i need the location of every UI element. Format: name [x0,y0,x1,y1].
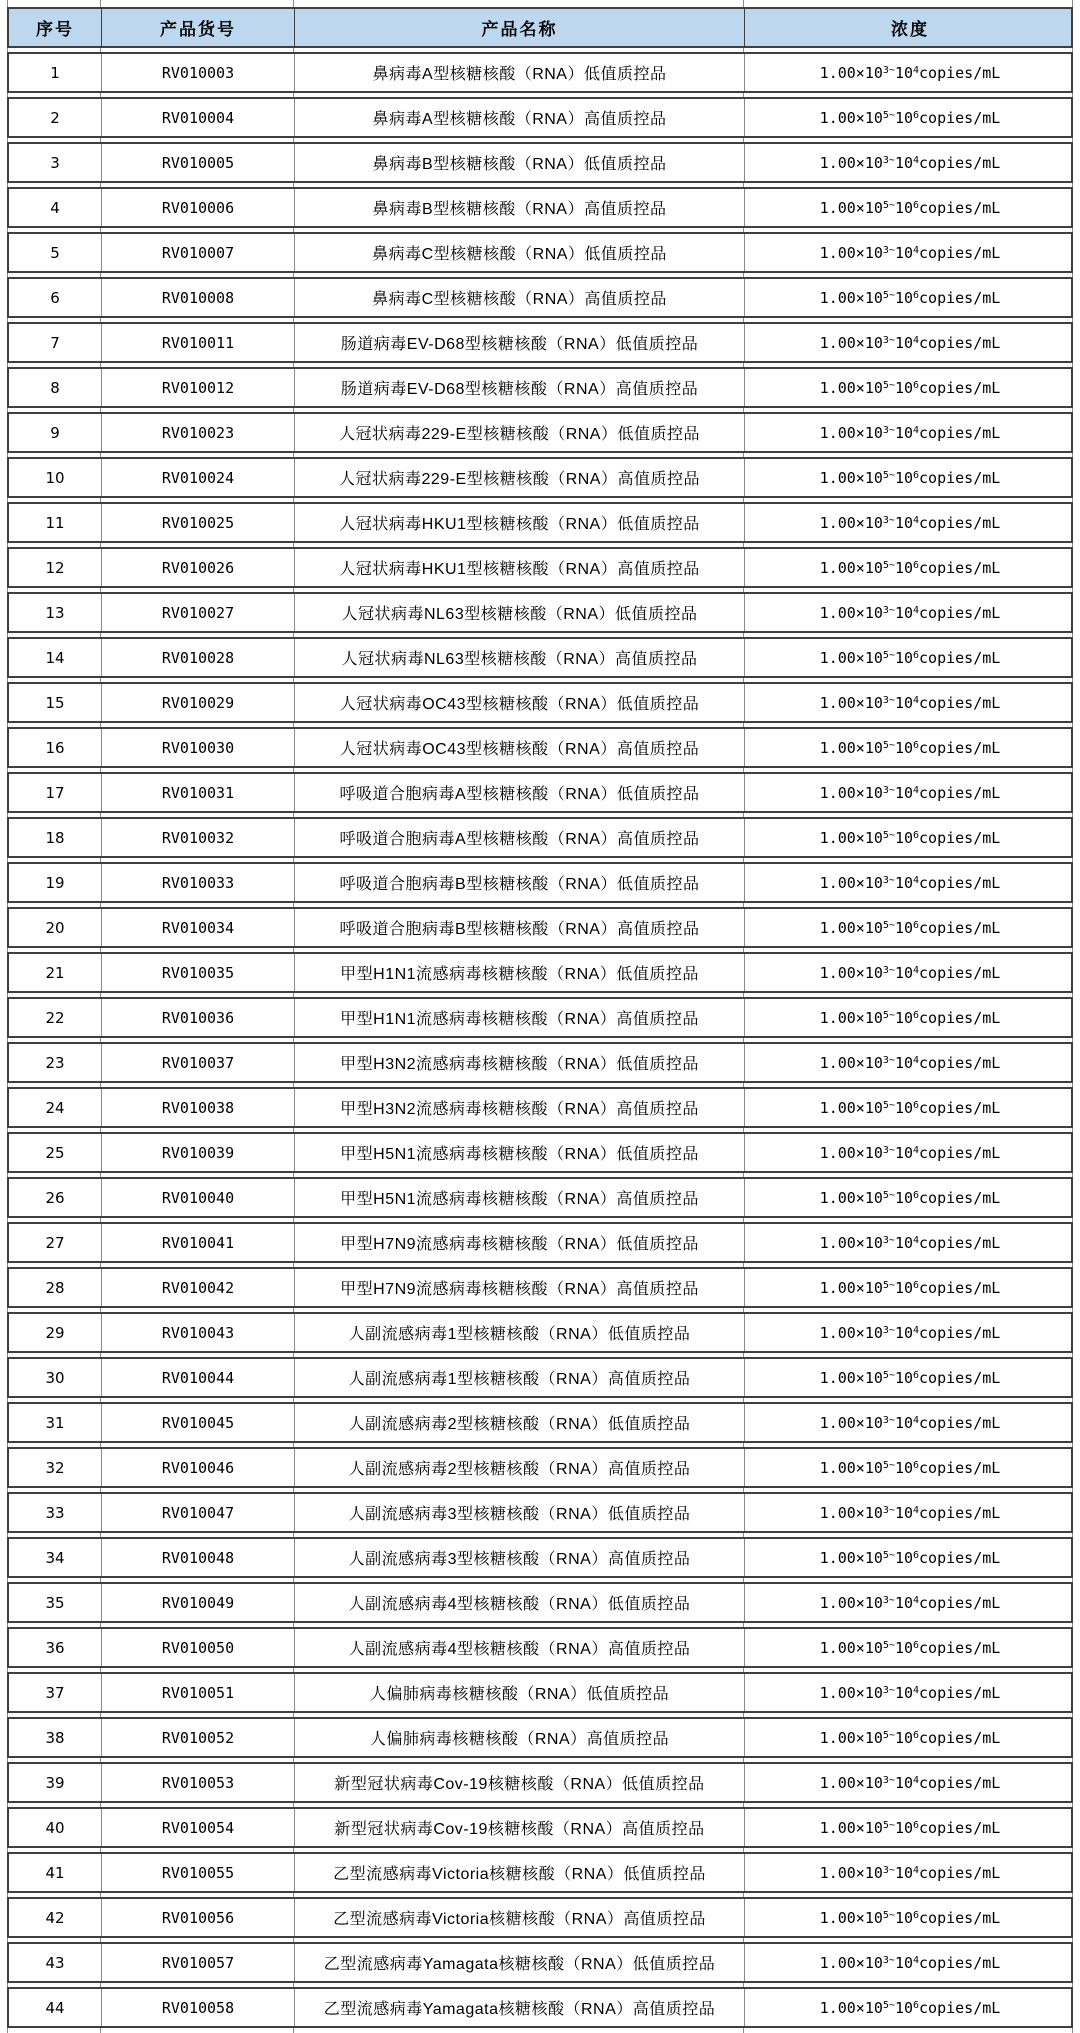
concentration-cell: 1.00×10 $^{3\sim}$ 10 $^4$ copies/mL [819,1413,1001,1432]
table-row [7,232,1073,273]
name-cell: 甲型H3N2流感病毒核糖核酸（RNA）低值质控品 [295,1044,745,1081]
concentration-cell: 1.00×10 $^{3\sim}$ 10 $^4$ copies/mL [819,513,1001,532]
sku-cell: RV010052 [102,1719,295,1756]
table-row [7,547,1073,588]
table-row [7,277,1073,318]
table-row [7,412,1073,453]
concentration-cell: 1.00×10 $^{5\sim}$ 10 $^6$ copies/mL [819,1458,1001,1477]
concentration-cell: 1.00×10 $^{5\sim}$ 10 $^6$ copies/mL [819,828,1001,847]
sku-cell: RV010023 [102,414,295,451]
serial-cell: 27 [9,1224,102,1261]
name-cell: 甲型H7N9流感病毒核糖核酸（RNA）高值质控品 [295,1269,745,1306]
concentration-cell: 1.00×10 $^{5\sim}$ 10 $^6$ copies/mL [819,1728,1001,1747]
name-cell: 甲型H5N1流感病毒核糖核酸（RNA）高值质控品 [295,1179,745,1216]
serial-cell: 14 [9,639,102,676]
sku-cell: RV010039 [102,1134,295,1171]
concentration-cell: 1.00×10 $^{5\sim}$ 10 $^6$ copies/mL [819,1188,1001,1207]
sku-cell: RV010041 [102,1224,295,1261]
concentration-cell: 1.00×10 $^{3\sim}$ 10 $^4$ copies/mL [819,63,1001,82]
sku-cell: RV010024 [102,459,295,496]
table-row [7,1627,1073,1668]
table-row [7,1132,1073,1173]
sku-cell: RV010032 [102,819,295,856]
concentration-cell: 1.00×10 $^{5\sim}$ 10 $^6$ copies/mL [819,108,1001,127]
name-cell: 乙型流感病毒Victoria核糖核酸（RNA）高值质控品 [295,1899,745,1936]
serial-cell: 40 [9,1809,102,1846]
serial-cell: 4 [9,189,102,226]
name-cell: 新型冠状病毒Cov-19核糖核酸（RNA）低值质控品 [295,1764,745,1801]
sku-cell: RV010038 [102,1089,295,1126]
serial-cell: 31 [9,1404,102,1441]
table-row [7,1987,1073,2028]
serial-cell: 7 [9,324,102,361]
serial-cell: 34 [9,1539,102,1576]
serial-cell: 44 [9,1989,102,2026]
table-row [7,682,1073,723]
name-cell: 鼻病毒B型核糖核酸（RNA）高值质控品 [295,189,745,226]
name-cell: 人冠状病毒229-E型核糖核酸（RNA）高值质控品 [295,459,745,496]
sku-cell: RV010012 [102,369,295,406]
serial-cell: 26 [9,1179,102,1216]
table-row [7,1897,1073,1938]
name-cell: 甲型H1N1流感病毒核糖核酸（RNA）低值质控品 [295,954,745,991]
table-row [7,952,1073,993]
name-cell: 肠道病毒EV-D68型核糖核酸（RNA）低值质控品 [295,324,745,361]
table-row [7,817,1073,858]
name-cell: 甲型H1N1流感病毒核糖核酸（RNA）高值质控品 [295,999,745,1036]
concentration-cell: 1.00×10 $^{5\sim}$ 10 $^6$ copies/mL [819,378,1001,397]
serial-cell: 23 [9,1044,102,1081]
sku-cell: RV010031 [102,774,295,811]
table-row [7,1222,1073,1263]
serial-cell: 19 [9,864,102,901]
name-cell: 甲型H5N1流感病毒核糖核酸（RNA）低值质控品 [295,1134,745,1171]
table-row [7,1582,1073,1623]
sku-cell: RV010037 [102,1044,295,1081]
serial-cell: 8 [9,369,102,406]
name-cell: 鼻病毒C型核糖核酸（RNA）高值质控品 [295,279,745,316]
table-row [7,1267,1073,1308]
concentration-cell: 1.00×10 $^{3\sim}$ 10 $^4$ copies/mL [819,693,1001,712]
table-row [7,1087,1073,1128]
concentration-cell: 1.00×10 $^{3\sim}$ 10 $^4$ copies/mL [819,153,1001,172]
table-row [7,997,1073,1038]
name-cell: 鼻病毒C型核糖核酸（RNA）低值质控品 [295,234,745,271]
table-row [7,1717,1073,1758]
serial-cell: 11 [9,504,102,541]
concentration-cell: 1.00×10 $^{5\sim}$ 10 $^6$ copies/mL [819,1098,1001,1117]
table-header-row [7,7,1073,48]
table-row [7,322,1073,363]
concentration-cell: 1.00×10 $^{3\sim}$ 10 $^4$ copies/mL [819,1233,1001,1252]
name-cell: 人偏肺病毒核糖核酸（RNA）高值质控品 [295,1719,745,1756]
concentration-cell: 1.00×10 $^{5\sim}$ 10 $^6$ copies/mL [819,558,1001,577]
table-row [7,1312,1073,1353]
header-sku: 产品货号 [102,9,295,46]
name-cell: 人副流感病毒3型核糖核酸（RNA）高值质控品 [295,1539,745,1576]
concentration-cell: 1.00×10 $^{5\sim}$ 10 $^6$ copies/mL [819,1278,1001,1297]
serial-cell: 25 [9,1134,102,1171]
sku-cell: RV010042 [102,1269,295,1306]
name-cell: 人冠状病毒229-E型核糖核酸（RNA）低值质控品 [295,414,745,451]
name-cell: 人副流感病毒4型核糖核酸（RNA）低值质控品 [295,1584,745,1621]
table-row [7,1177,1073,1218]
serial-cell: 5 [9,234,102,271]
serial-cell: 1 [9,54,102,91]
table-row [7,1852,1073,1893]
sku-cell: RV010034 [102,909,295,946]
serial-cell: 42 [9,1899,102,1936]
concentration-cell: 1.00×10 $^{3\sim}$ 10 $^4$ copies/mL [819,1863,1001,1882]
table-row [7,97,1073,138]
serial-cell: 32 [9,1449,102,1486]
sku-cell: RV010035 [102,954,295,991]
table-row [7,727,1073,768]
table-row [7,1942,1073,1983]
serial-cell: 20 [9,909,102,946]
serial-cell: 39 [9,1764,102,1801]
name-cell: 人冠状病毒OC43型核糖核酸（RNA）高值质控品 [295,729,745,766]
table-row [7,1492,1073,1533]
name-cell: 人副流感病毒1型核糖核酸（RNA）低值质控品 [295,1314,745,1351]
name-cell: 人冠状病毒HKU1型核糖核酸（RNA）低值质控品 [295,504,745,541]
sku-cell: RV010051 [102,1674,295,1711]
table-row [7,1042,1073,1083]
name-cell: 人副流感病毒2型核糖核酸（RNA）高值质控品 [295,1449,745,1486]
sku-cell: RV010030 [102,729,295,766]
serial-cell: 33 [9,1494,102,1531]
serial-cell: 37 [9,1674,102,1711]
sku-cell: RV010053 [102,1764,295,1801]
concentration-cell: 1.00×10 $^{3\sim}$ 10 $^4$ copies/mL [819,1953,1001,1972]
header-concentration: 浓度 [891,20,929,39]
table-row [7,907,1073,948]
name-cell: 人冠状病毒NL63型核糖核酸（RNA）高值质控品 [295,639,745,676]
concentration-cell: 1.00×10 $^{3\sim}$ 10 $^4$ copies/mL [819,873,1001,892]
sku-cell: RV010033 [102,864,295,901]
sku-cell: RV010007 [102,234,295,271]
table-row [7,367,1073,408]
serial-cell: 29 [9,1314,102,1351]
sku-cell: RV010006 [102,189,295,226]
concentration-cell: 1.00×10 $^{5\sim}$ 10 $^6$ copies/mL [819,738,1001,757]
concentration-cell: 1.00×10 $^{5\sim}$ 10 $^6$ copies/mL [819,1008,1001,1027]
serial-cell: 15 [9,684,102,721]
serial-cell: 41 [9,1854,102,1891]
sku-cell: RV010005 [102,144,295,181]
table-row [7,592,1073,633]
name-cell: 人副流感病毒4型核糖核酸（RNA）高值质控品 [295,1629,745,1666]
product-table [7,0,1073,2033]
table-row [7,1357,1073,1398]
concentration-cell: 1.00×10 $^{5\sim}$ 10 $^6$ copies/mL [819,468,1001,487]
table-row [7,862,1073,903]
sku-cell: RV010050 [102,1629,295,1666]
name-cell: 人副流感病毒2型核糖核酸（RNA）低值质控品 [295,1404,745,1441]
sku-cell: RV010054 [102,1809,295,1846]
sku-cell: RV010055 [102,1854,295,1891]
concentration-cell: 1.00×10 $^{3\sim}$ 10 $^4$ copies/mL [819,1143,1001,1162]
sku-cell: RV010011 [102,324,295,361]
table-row [7,502,1073,543]
name-cell: 人副流感病毒3型核糖核酸（RNA）低值质控品 [295,1494,745,1531]
sku-cell: RV010045 [102,1404,295,1441]
table-row [7,1762,1073,1803]
name-cell: 新型冠状病毒Cov-19核糖核酸（RNA）高值质控品 [295,1809,745,1846]
name-cell: 呼吸道合胞病毒A型核糖核酸（RNA）高值质控品 [295,819,745,856]
serial-cell: 17 [9,774,102,811]
concentration-cell: 1.00×10 $^{3\sim}$ 10 $^4$ copies/mL [819,963,1001,982]
concentration-cell: 1.00×10 $^{5\sim}$ 10 $^6$ copies/mL [819,1818,1001,1837]
name-cell: 人冠状病毒NL63型核糖核酸（RNA）低值质控品 [295,594,745,631]
concentration-cell: 1.00×10 $^{5\sim}$ 10 $^6$ copies/mL [819,918,1001,937]
table-row [7,142,1073,183]
sku-cell: RV010047 [102,1494,295,1531]
sku-cell: RV010025 [102,504,295,541]
name-cell: 呼吸道合胞病毒A型核糖核酸（RNA）低值质控品 [295,774,745,811]
name-cell: 鼻病毒B型核糖核酸（RNA）低值质控品 [295,144,745,181]
sku-cell: RV010008 [102,279,295,316]
table-row [7,1537,1073,1578]
concentration-cell: 1.00×10 $^{3\sim}$ 10 $^4$ copies/mL [819,1503,1001,1522]
concentration-cell: 1.00×10 $^{3\sim}$ 10 $^4$ copies/mL [819,1683,1001,1702]
sku-cell: RV010046 [102,1449,295,1486]
serial-cell: 12 [9,549,102,586]
concentration-cell: 1.00×10 $^{5\sim}$ 10 $^6$ copies/mL [819,288,1001,307]
concentration-cell: 1.00×10 $^{5\sim}$ 10 $^6$ copies/mL [819,1998,1001,2017]
serial-cell: 24 [9,1089,102,1126]
table-row [7,187,1073,228]
serial-cell: 3 [9,144,102,181]
concentration-cell: 1.00×10 $^{5\sim}$ 10 $^6$ copies/mL [819,1548,1001,1567]
concentration-cell: 1.00×10 $^{3\sim}$ 10 $^4$ copies/mL [819,1323,1001,1342]
table-row [7,637,1073,678]
concentration-cell: 1.00×10 $^{3\sim}$ 10 $^4$ copies/mL [819,333,1001,352]
concentration-cell: 1.00×10 $^{3\sim}$ 10 $^4$ copies/mL [819,1053,1001,1072]
sku-cell: RV010028 [102,639,295,676]
table-body [7,52,1073,2028]
table-row [7,1447,1073,1488]
sku-cell: RV010049 [102,1584,295,1621]
concentration-cell: 1.00×10 $^{5\sim}$ 10 $^6$ copies/mL [819,1638,1001,1657]
table-row [7,457,1073,498]
concentration-cell: 1.00×10 $^{3\sim}$ 10 $^4$ copies/mL [819,423,1001,442]
name-cell: 呼吸道合胞病毒B型核糖核酸（RNA）低值质控品 [295,864,745,901]
serial-cell: 30 [9,1359,102,1396]
header-product-name: 产品名称 [295,9,745,46]
header-serial: 序号 [9,9,102,46]
name-cell: 鼻病毒A型核糖核酸（RNA）高值质控品 [295,99,745,136]
name-cell: 人冠状病毒OC43型核糖核酸（RNA）低值质控品 [295,684,745,721]
table-row [7,1402,1073,1443]
serial-cell: 36 [9,1629,102,1666]
serial-cell: 6 [9,279,102,316]
serial-cell: 16 [9,729,102,766]
concentration-cell: 1.00×10 $^{3\sim}$ 10 $^4$ copies/mL [819,1773,1001,1792]
serial-cell: 10 [9,459,102,496]
name-cell: 乙型流感病毒Victoria核糖核酸（RNA）低值质控品 [295,1854,745,1891]
serial-cell: 2 [9,99,102,136]
name-cell: 呼吸道合胞病毒B型核糖核酸（RNA）高值质控品 [295,909,745,946]
serial-cell: 21 [9,954,102,991]
serial-cell: 9 [9,414,102,451]
concentration-cell: 1.00×10 $^{3\sim}$ 10 $^4$ copies/mL [819,603,1001,622]
name-cell: 鼻病毒A型核糖核酸（RNA）低值质控品 [295,54,745,91]
name-cell: 乙型流感病毒Yamagata核糖核酸（RNA）高值质控品 [295,1989,745,2026]
sku-cell: RV010004 [102,99,295,136]
sku-cell: RV010058 [102,1989,295,2026]
name-cell: 甲型H3N2流感病毒核糖核酸（RNA）高值质控品 [295,1089,745,1126]
serial-cell: 28 [9,1269,102,1306]
concentration-cell: 1.00×10 $^{3\sim}$ 10 $^4$ copies/mL [819,783,1001,802]
name-cell: 甲型H7N9流感病毒核糖核酸（RNA）低值质控品 [295,1224,745,1261]
serial-cell: 13 [9,594,102,631]
serial-cell: 43 [9,1944,102,1981]
name-cell: 人副流感病毒1型核糖核酸（RNA）高值质控品 [295,1359,745,1396]
sku-cell: RV010026 [102,549,295,586]
table-row [7,1672,1073,1713]
sku-cell: RV010044 [102,1359,295,1396]
sku-cell: RV010040 [102,1179,295,1216]
sku-cell: RV010056 [102,1899,295,1936]
sku-cell: RV010027 [102,594,295,631]
sku-cell: RV010029 [102,684,295,721]
name-cell: 肠道病毒EV-D68型核糖核酸（RNA）高值质控品 [295,369,745,406]
name-cell: 人冠状病毒HKU1型核糖核酸（RNA）高值质控品 [295,549,745,586]
table-row [7,1807,1073,1848]
concentration-cell: 1.00×10 $^{5\sim}$ 10 $^6$ copies/mL [819,1908,1001,1927]
concentration-cell: 1.00×10 $^{3\sim}$ 10 $^4$ copies/mL [819,243,1001,262]
sku-cell: RV010003 [102,54,295,91]
table-row [7,52,1073,93]
serial-cell: 18 [9,819,102,856]
concentration-cell: 1.00×10 $^{5\sim}$ 10 $^6$ copies/mL [819,1368,1001,1387]
sku-cell: RV010057 [102,1944,295,1981]
concentration-cell: 1.00×10 $^{5\sim}$ 10 $^6$ copies/mL [819,648,1001,667]
concentration-cell: 1.00×10 $^{5\sim}$ 10 $^6$ copies/mL [819,198,1001,217]
table-row [7,772,1073,813]
name-cell: 乙型流感病毒Yamagata核糖核酸（RNA）低值质控品 [295,1944,745,1981]
sku-cell: RV010043 [102,1314,295,1351]
serial-cell: 35 [9,1584,102,1621]
serial-cell: 22 [9,999,102,1036]
sku-cell: RV010048 [102,1539,295,1576]
serial-cell: 38 [9,1719,102,1756]
concentration-cell: 1.00×10 $^{3\sim}$ 10 $^4$ copies/mL [819,1593,1001,1612]
sku-cell: RV010036 [102,999,295,1036]
name-cell: 人偏肺病毒核糖核酸（RNA）低值质控品 [295,1674,745,1711]
